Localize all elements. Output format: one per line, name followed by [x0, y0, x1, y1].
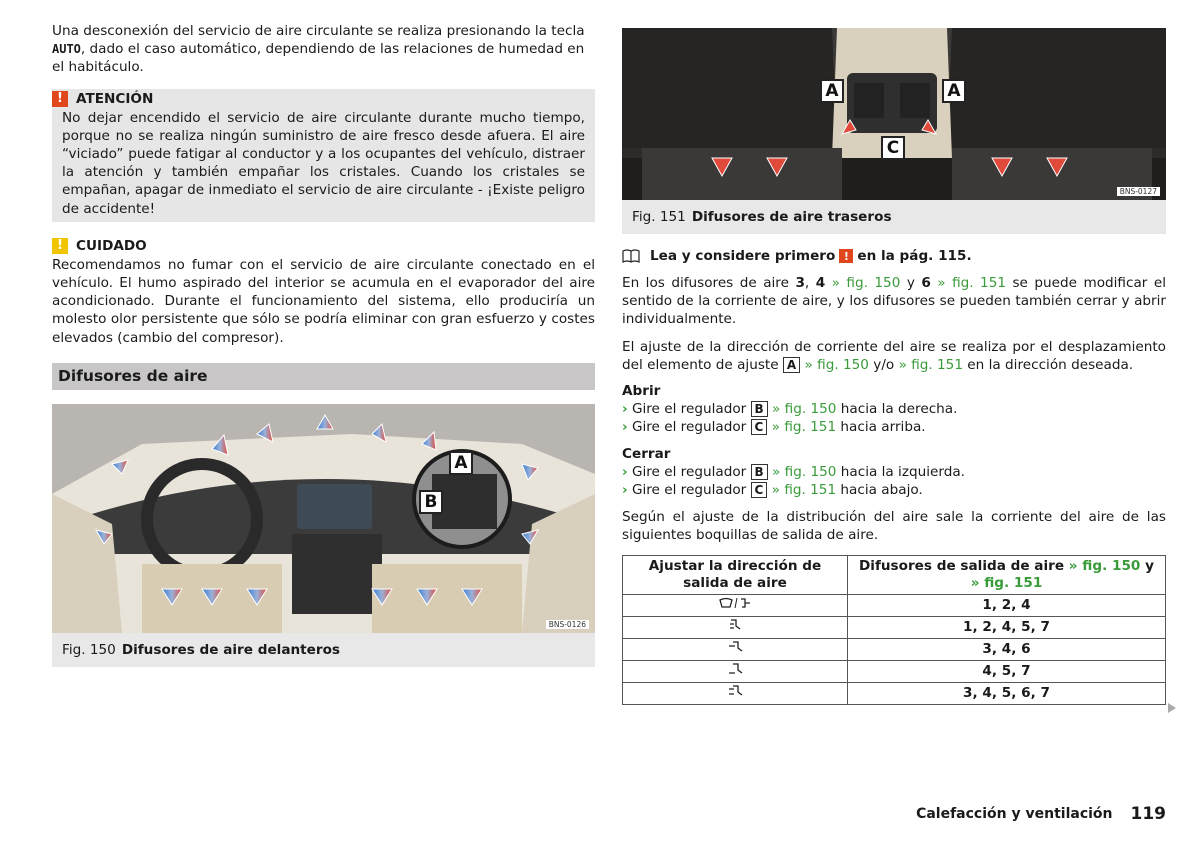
- footwell-icon: [623, 660, 848, 682]
- label-a: A: [449, 451, 473, 475]
- figure-caption: Fig. 150 Difusores de aire delanteros: [62, 641, 341, 658]
- label-a-right: A: [942, 79, 966, 103]
- fig-link[interactable]: » fig. 151: [930, 275, 1006, 291]
- chapter-title: Calefacción y ventilación: [916, 806, 1113, 822]
- caution-title: CUIDADO: [76, 237, 147, 254]
- body-all-vents-icon: [623, 616, 848, 638]
- fig-link[interactable]: » fig. 150: [767, 463, 837, 480]
- label-a-left: A: [820, 79, 844, 103]
- upper-body-icon: [623, 638, 848, 660]
- table-header: Ajustar la dirección de salida de aire: [623, 555, 848, 594]
- table-row: 1, 2, 4, 5, 7: [623, 616, 1166, 638]
- page-footer: [916, 804, 1166, 824]
- attention-box: [52, 89, 595, 222]
- open-title: Abrir: [622, 383, 661, 400]
- attention-text: No dejar encendido el servicio de aire circulante durante mucho tiempo, porque no se realiza ningún suministro de aire fresco desde afuera. El aire “viciado” puede fatigar al conductor y a los ocupantes del vehículo, distraer la atención y también empañar los cristales. Cuando los cristales se empañan, apagar de inmediato el servicio de aire circulante - ¡Existe peligro de accidente!: [62, 109, 585, 217]
- attention-title: ATENCIÓN: [76, 90, 154, 107]
- figure-code: BNS-0126: [546, 620, 589, 629]
- figure-150: [52, 404, 595, 667]
- page-number: 119: [1130, 804, 1166, 824]
- caution-box: [52, 236, 595, 347]
- close-title: Cerrar: [622, 445, 671, 462]
- upper-and-foot-icon: [623, 682, 848, 704]
- figure-caption: Fig. 151 Difusores de aire traseros: [632, 209, 892, 225]
- front-dashboard-drawing: [52, 404, 595, 633]
- close-item: › Gire el regulador B » fig. 150 hacia la izquierda.: [622, 463, 965, 480]
- table-row: 1, 2, 4: [623, 594, 1166, 616]
- continue-arrow-icon: [1168, 703, 1176, 713]
- left-column: [52, 22, 595, 667]
- fig-link[interactable]: » fig. 151: [898, 356, 963, 373]
- paragraph-2: El ajuste de la dirección de corriente del aire se realiza por el desplazamiento del elemento de ajuste A » fig. 150 y/o » fig. 151 en la dirección deseada.: [622, 338, 1166, 373]
- label-c: C: [881, 136, 905, 160]
- paragraph-1: En los difusores de aire 3, 4 » fig. 150 y 6 » fig. 151 se puede modificar el sentido de la corriente de aire, y los difusores se pueden también cerrar y abrir individualmente.: [622, 275, 1166, 328]
- table-row: 3, 4, 5, 6, 7: [623, 682, 1166, 704]
- caution-text: Recomendamos no fumar con el servicio de aire circulante conectado en el vehículo. El humo aspirado del interior se acumula en el evaporador del aire acondicionado. Durante el funcionamiento del sistema, ello produciría un molesto olor persistente que sólo se podría eliminar con gran esfuerzo y costes elevados (cambio del compresor).: [52, 256, 595, 346]
- auto-key: AUTO: [52, 42, 81, 57]
- fig-link[interactable]: » fig. 150: [767, 401, 837, 418]
- figure-code: BNS-0127: [1117, 187, 1160, 196]
- right-column: [622, 28, 1166, 705]
- vent-table: [622, 555, 1166, 705]
- figure-151: [622, 28, 1166, 234]
- paragraph-3: Según el ajuste de la distribución del aire sale la corriente del aire de las siguientes boquillas de salida de aire.: [622, 509, 1166, 544]
- windshield-and-upper-body-icon: [623, 594, 848, 616]
- fig-link[interactable]: » fig. 151: [767, 419, 837, 436]
- fig-link[interactable]: » fig. 150: [800, 356, 869, 373]
- rear-vents-illustration: [622, 28, 1166, 200]
- caution-icon: !: [52, 238, 68, 254]
- front-vents-illustration: [52, 404, 595, 633]
- open-item: › Gire el regulador B » fig. 150 hacia la derecha.: [622, 401, 958, 418]
- book-icon: [622, 249, 640, 263]
- intro-paragraph: Una desconexión del servicio de aire circulante se realiza presionando la tecla AUTO, dado el caso automático, dependiendo de las relaciones de humedad en el habitáculo.: [52, 23, 585, 76]
- fig-link[interactable]: » fig. 150: [825, 275, 901, 291]
- section-title: Difusores de aire: [52, 363, 595, 390]
- table-header: Difusores de salida de aire » fig. 150 y » fig. 151: [848, 555, 1166, 594]
- warning-icon: !: [52, 91, 68, 107]
- reference-line: Lea y considere primero ! en la pág. 115.: [622, 248, 1166, 264]
- table-row: 4, 5, 7: [623, 660, 1166, 682]
- table-row: 3, 4, 6: [623, 638, 1166, 660]
- label-b: B: [419, 490, 443, 514]
- fig-link[interactable]: » fig. 151: [767, 482, 837, 499]
- warning-icon: !: [839, 249, 853, 263]
- rear-console-drawing: [622, 28, 1166, 200]
- close-item: › Gire el regulador C » fig. 151 hacia abajo.: [622, 482, 923, 499]
- open-item: › Gire el regulador C » fig. 151 hacia arriba.: [622, 419, 926, 436]
